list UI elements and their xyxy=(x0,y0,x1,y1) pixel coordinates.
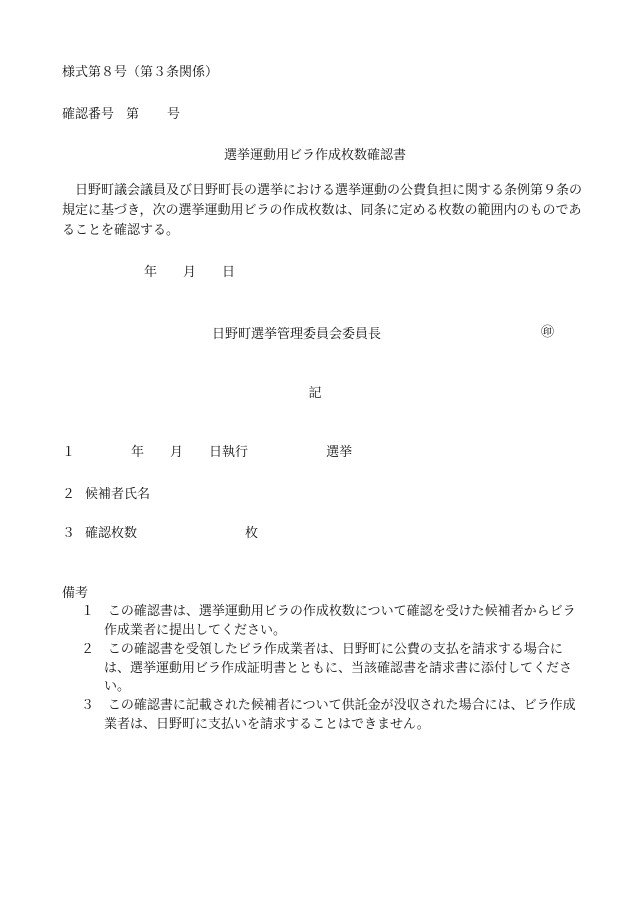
item-number: ３ xyxy=(62,526,76,541)
item-number: １ xyxy=(62,445,76,460)
item-number: ２ xyxy=(62,487,76,502)
remark-number: ２ xyxy=(80,641,94,657)
date-month: 月 xyxy=(183,265,197,280)
confirmation-number-prefix: 第 xyxy=(126,107,140,122)
item-candidate-name xyxy=(62,486,150,505)
remarks-list xyxy=(62,603,582,735)
seal-mark: ㊞ xyxy=(541,325,555,340)
date-day: 日 xyxy=(222,265,236,280)
body-paragraph: 日野町議会議員及び日野町長の選挙における選挙運動の公費負担に関する条例第９条の規定に基づき，次の選挙運動用ビラの作成枚数は、同条に定める枚数の範囲内のものであることを確認する。 xyxy=(62,183,583,239)
remarks-heading: 備考 xyxy=(62,586,89,601)
item-confirmed-count xyxy=(62,525,258,544)
confirmation-number-label: 確認番号 xyxy=(62,107,115,122)
document-title: 選挙運動用ビラ作成枚数確認書 xyxy=(223,148,406,163)
item-month: 月 xyxy=(170,445,184,460)
remark-text: この確認書を受領したビラ作成業者は、日野町に公費の支払を請求する場合には、選挙運動用ビラ作成証明書とともに、当該確認書を請求書に添付してください。 xyxy=(104,641,573,695)
remark-item xyxy=(62,641,582,698)
remark-number: １ xyxy=(80,604,94,619)
item-label: 候補者氏名 xyxy=(85,487,151,502)
remark-text: この確認書に記載された候補者について供託金が没収された場合には、ビラ作成業者は、日野町に支払いを請求することはできません。 xyxy=(104,698,576,733)
item-unit: 枚 xyxy=(245,526,259,541)
remark-item xyxy=(62,603,582,641)
form-label: 様式第８号（第３条関係） xyxy=(62,65,219,80)
confirmation-number xyxy=(62,106,180,125)
item-election xyxy=(62,444,352,463)
date-year: 年 xyxy=(144,265,158,280)
ki-heading: 記 xyxy=(308,386,322,401)
confirmation-number-suffix: 号 xyxy=(167,107,181,122)
issuer: 日野町選挙管理委員会委員長 xyxy=(212,327,382,342)
item-election-label: 選挙 xyxy=(326,445,353,460)
remark-number: ３ xyxy=(80,698,94,714)
date-line xyxy=(144,264,235,283)
item-label: 確認枚数 xyxy=(85,526,138,541)
remark-item xyxy=(62,697,582,735)
item-day: 日執行 xyxy=(209,445,249,460)
item-year: 年 xyxy=(131,445,145,460)
remark-text: この確認書は、選挙運動用ビラの作成枚数について確認を受けた候補者からビラ作成業者に提出してください。 xyxy=(104,604,576,638)
